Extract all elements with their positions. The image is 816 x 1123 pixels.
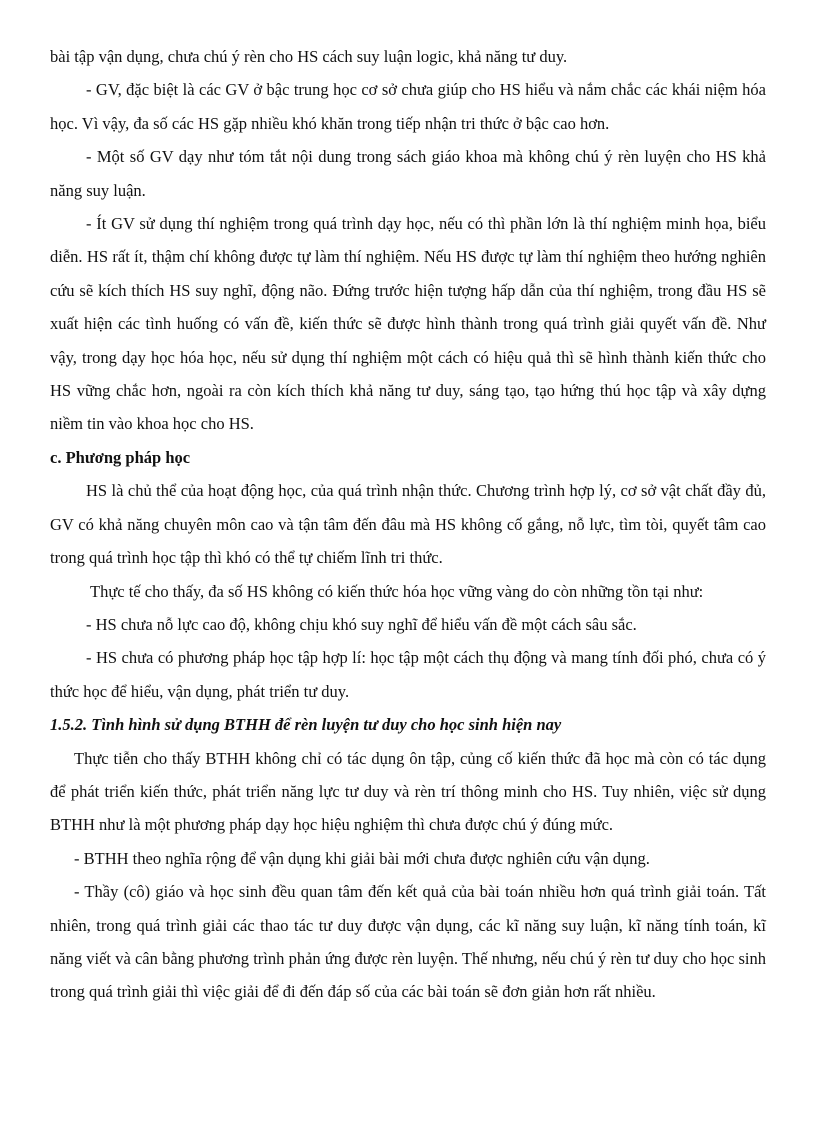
paragraph-gv-summary: - Một số GV dạy như tóm tắt nội dung trong sách giáo khoa mà không chú ý rèn luyện cho HS khả năng suy luận. bbox=[50, 147, 766, 200]
list-item-broad-sense: - BTHH theo nghĩa rộng để vận dụng khi giải bài mới chưa được nghiên cứu vận dụng. bbox=[74, 848, 650, 868]
section-heading-c: c. Phương pháp học bbox=[50, 447, 191, 467]
paragraph-gv-concepts: - GV, đặc biệt là các GV ở bậc trung học cơ sở chưa giúp cho HS hiểu và nắm chắc các khái niệm hóa học. Vì vậy, đa số các HS gặp nhiều khó khăn trong tiếp nhận tri thức ở bậc cao hơn. bbox=[50, 80, 766, 133]
paragraph-experiments: - Ít GV sử dụng thí nghiệm trong quá trình dạy học, nếu có thì phần lớn là thí nghiệm minh họa, biểu diễn. HS rất ít, thậm chí không được tự làm thí nghiệm. Nếu HS được tự làm thí nghiệm theo hướng nghiên cứu sẽ kích thích HS suy nghĩ, động não. Đứng trước hiện tượng hấp dẫn của thí nghiệm, trong đầu HS sẽ xuất hiện các tình huống có vấn đề, kiến thức sẽ được hình thành trong quá trình giải quyết vấn đề. Như vậy, trong dạy học hóa học, nếu sử dụng thí nghiệm một cách có hiệu quả thì sẽ hình thành kiến thức cho HS vững chắc hơn, ngoài ra còn kích thích khả năng tư duy, sáng tạo, tạo hứng thú học tập và xây dựng niềm tin vào khoa học cho HS. bbox=[50, 214, 766, 434]
list-item-method: - HS chưa có phương pháp học tập hợp lí: học tập một cách thụ động và mang tính đối phó, chưa có ý thức học để hiểu, vận dụng, phát triển tư duy. bbox=[50, 648, 766, 701]
paragraph-practice: Thực tiễn cho thấy BTHH không chỉ có tác dụng ôn tập, củng cố kiến thức đã học mà còn có tác dụng để phát triển kiến thức, phát triển năng lực tư duy và rèn trí thông minh cho HS. Tuy nhiên, việc sử dụng BTHH như là một phương pháp dạy học hiệu nghiệm thì chưa được chú ý đúng mức. bbox=[50, 748, 766, 835]
section-heading-152: 1.5.2. Tình hình sử dụng BTHH để rèn luyện tư duy cho học sinh hiện nay bbox=[50, 715, 562, 735]
list-item-teachers: - Thầy (cô) giáo và học sinh đều quan tâm đến kết quả của bài toán nhiều hơn quá trình giải toán. Tất nhiên, trong quá trình giải các thao tác tư duy được vận dụng, các kĩ năng suy luận, kĩ năng tính toán, kĩ năng viết và cân bằng phương trình phản ứng được rèn luyện. Thế nhưng, nếu chú ý rèn tư duy cho học sinh trong quá trình giải thì việc giải để đi đến đáp số của các bài toán sẽ đơn giản hơn rất nhiều. bbox=[50, 882, 766, 1002]
document-page bbox=[50, 40, 766, 1009]
paragraph-continuation: bài tập vận dụng, chưa chú ý rèn cho HS cách suy luận logic, khả năng tư duy. bbox=[50, 47, 568, 66]
list-item-effort: - HS chưa nỗ lực cao độ, không chịu khó suy nghĩ để hiểu vấn đề một cách sâu sắc. bbox=[86, 614, 637, 634]
paragraph-reality: Thực tế cho thấy, đa số HS không có kiến thức hóa học vững vàng do còn những tồn tại như: bbox=[90, 581, 704, 601]
paragraph-hs-subject: HS là chủ thể của hoạt động học, của quá trình nhận thức. Chương trình hợp lý, cơ sở vật chất đầy đủ, GV có khả năng chuyên môn cao và tận tâm đến đâu mà HS không cố gắng, nỗ lực, tìm tòi, quyết tâm cao trong quá trình học tập thì khó có thể tự chiếm lĩnh tri thức. bbox=[50, 481, 766, 568]
